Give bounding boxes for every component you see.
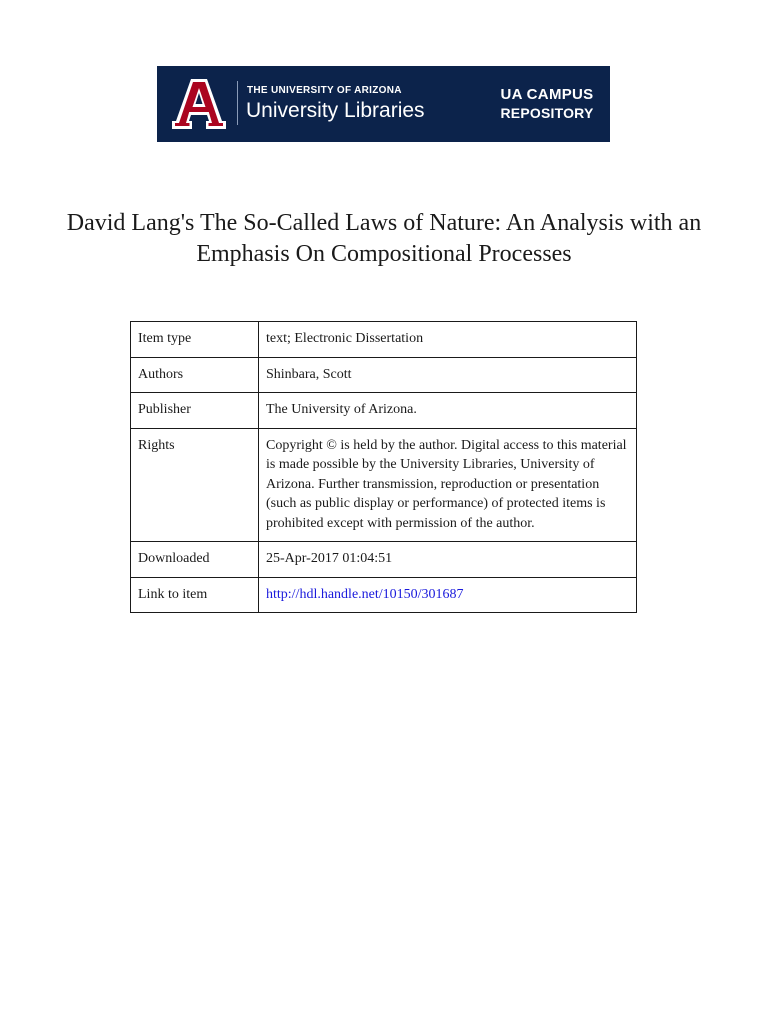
banner-divider (237, 81, 238, 125)
university-name-small: THE UNIVERSITY OF ARIZONA (247, 85, 402, 96)
repository-line-1: UA CAMPUS (500, 86, 594, 103)
table-row (131, 542, 637, 578)
table-row (131, 322, 637, 358)
authors-value: Shinbara, Scott (259, 357, 637, 393)
table-row (131, 357, 637, 393)
item-type-value: text; Electronic Dissertation (259, 322, 637, 358)
metadata-table (130, 321, 637, 613)
link-to-item-cell (259, 577, 637, 613)
document-title: David Lang's The So-Called Laws of Nature: An Analysis with an Emphasis On Compositional Processes (66, 210, 702, 267)
repository-banner (157, 66, 610, 142)
table-row (131, 428, 637, 542)
link-to-item-label: Link to item (131, 577, 259, 613)
arizona-block-a-icon (172, 79, 226, 129)
table-row (131, 577, 637, 613)
repository-line-2: REPOSITORY (500, 105, 594, 121)
publisher-label: Publisher (131, 393, 259, 429)
authors-label: Authors (131, 357, 259, 393)
item-type-label: Item type (131, 322, 259, 358)
table-row (131, 393, 637, 429)
rights-value: Copyright © is held by the author. Digital access to this material is made possible by the University Libraries, University of Arizona. Further transmission, reproduction or presentation (such as public display or performance) of protected items is prohibited except with permission of the author. (259, 428, 637, 542)
downloaded-value: 25-Apr-2017 01:04:51 (259, 542, 637, 578)
publisher-value: The University of Arizona. (259, 393, 637, 429)
campus-repository-label (497, 85, 597, 123)
university-libraries-title: University Libraries (246, 99, 425, 122)
rights-label: Rights (131, 428, 259, 542)
item-link[interactable]: http://hdl.handle.net/10150/301687 (266, 586, 464, 602)
downloaded-label: Downloaded (131, 542, 259, 578)
